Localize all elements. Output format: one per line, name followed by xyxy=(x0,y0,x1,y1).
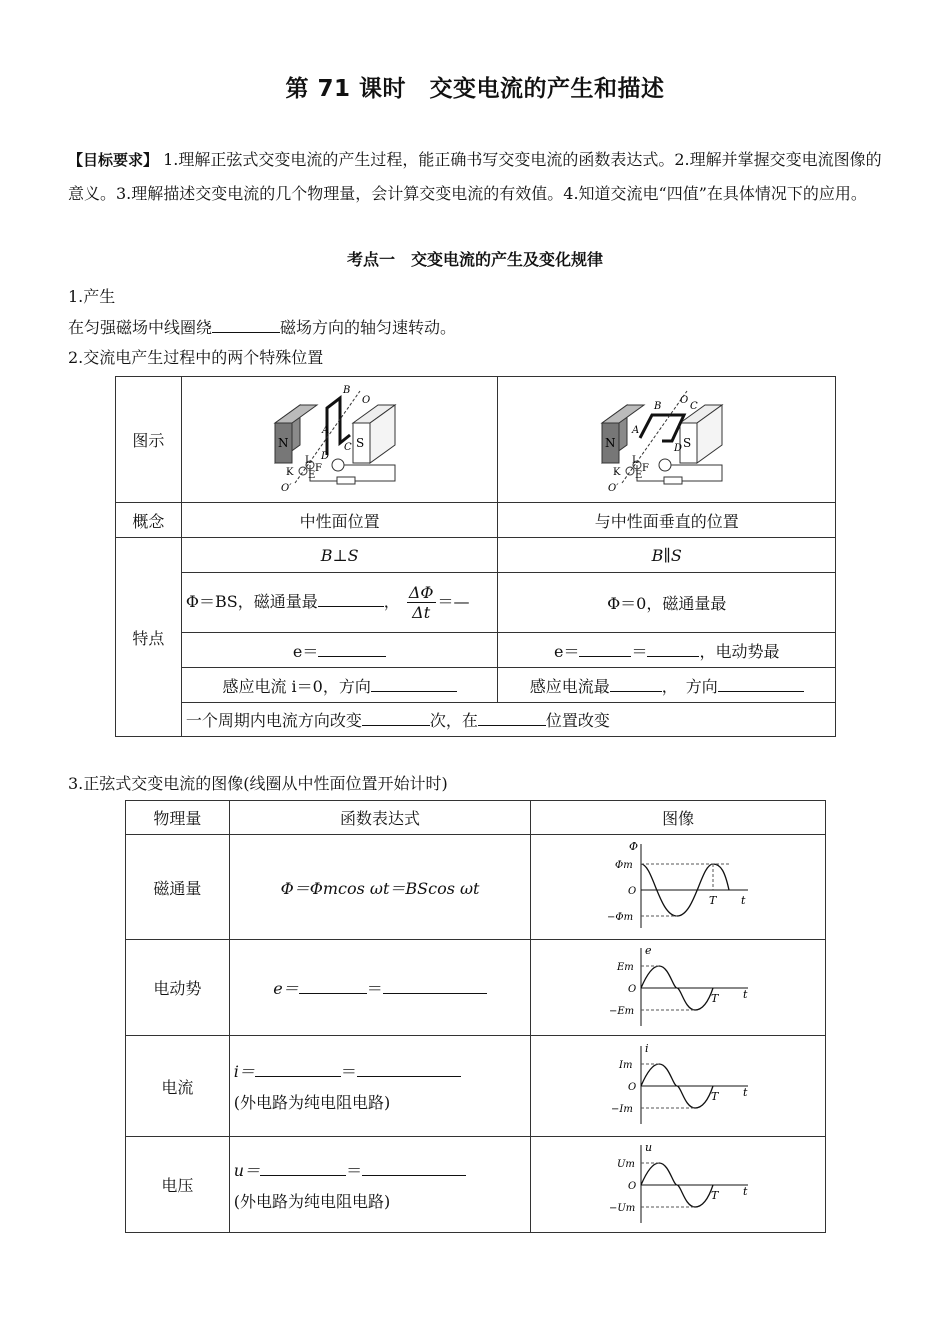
p2-heading: 2.交流电产生过程中的两个特殊位置 xyxy=(68,348,324,367)
figure-neutral xyxy=(181,377,498,503)
blank[interactable] xyxy=(362,1159,466,1176)
blank[interactable] xyxy=(718,675,804,692)
emf-expr-a: e＝ xyxy=(273,979,299,998)
svg-text:t: t xyxy=(743,987,748,1001)
flux-expression-text: Φ＝Φmcos ωt＝BScos ωt xyxy=(280,878,480,898)
emf-expression xyxy=(229,940,531,1036)
period-a: 一个周期内电流方向改变 xyxy=(185,711,362,730)
svg-text:O′: O′ xyxy=(607,482,619,493)
svg-text:N: N xyxy=(604,435,616,450)
svg-text:B: B xyxy=(653,400,662,412)
svg-text:D: D xyxy=(673,442,682,454)
voltage-expr-a: u＝ xyxy=(233,1160,261,1180)
emf-name: 电动势 xyxy=(126,940,230,1036)
svg-text:i: i xyxy=(645,1042,649,1055)
special-positions-table xyxy=(115,376,836,737)
svg-text:Φm: Φm xyxy=(615,860,633,871)
svg-text:T: T xyxy=(711,1090,719,1103)
section-heading: 考点一 交变电流的产生及变化规律 xyxy=(346,250,603,269)
svg-text:S: S xyxy=(355,435,364,450)
page-title: 第 71 课时 交变电流的产生和描述 xyxy=(285,76,665,102)
b-right xyxy=(498,538,836,573)
b-right-text: B∥S xyxy=(651,545,682,565)
svg-text:Φ: Φ xyxy=(629,840,639,853)
svg-text:S: S xyxy=(682,435,691,450)
header-quantity: 物理量 xyxy=(126,801,230,835)
period-c: 位置改变 xyxy=(545,711,610,730)
current-graph xyxy=(603,1042,753,1126)
svg-text:F: F xyxy=(314,462,322,474)
flux-graph xyxy=(603,840,753,930)
svg-text:T: T xyxy=(711,1188,719,1202)
e-left-text: e＝ xyxy=(292,641,319,661)
voltage-graph xyxy=(603,1141,753,1225)
emf-graph xyxy=(603,944,753,1028)
i-right-b: ， 方向 xyxy=(661,676,718,696)
i-left xyxy=(181,668,498,703)
svg-text:C: C xyxy=(343,441,352,453)
svg-text:A: A xyxy=(321,424,329,436)
e-right-c: ，电动势最 xyxy=(699,641,780,661)
svg-text:−Em: −Em xyxy=(609,1005,635,1017)
emf-graph-cell xyxy=(531,940,826,1036)
flux-right-text: Φ＝0，磁通量最 xyxy=(607,594,727,613)
p1-heading: 1.产生 xyxy=(68,287,116,306)
svg-text:E: E xyxy=(634,469,643,481)
blank[interactable] xyxy=(318,590,384,607)
figure-perpendicular xyxy=(498,377,836,503)
voltage-expression xyxy=(229,1137,531,1233)
blank[interactable] xyxy=(371,675,457,692)
flux-right xyxy=(498,573,836,633)
blank[interactable] xyxy=(255,1060,341,1077)
e-left xyxy=(181,633,498,668)
fraction-denominator: Δt xyxy=(412,603,431,622)
i-left-text: 感应电流 i＝0，方向 xyxy=(222,676,371,696)
current-expression xyxy=(229,1036,531,1137)
header-expression: 函数表达式 xyxy=(229,801,531,835)
current-name: 电流 xyxy=(126,1036,230,1137)
svg-text:A: A xyxy=(631,424,639,436)
svg-text:−Φm: −Φm xyxy=(607,912,634,923)
svg-text:O: O xyxy=(361,394,370,406)
svg-text:O: O xyxy=(628,983,637,995)
e-right xyxy=(498,633,836,668)
current-note: (外电路为纯电阻电路) xyxy=(233,1093,391,1112)
blank[interactable] xyxy=(579,640,631,657)
svg-text:L: L xyxy=(631,454,639,466)
svg-text:O: O xyxy=(679,394,688,406)
svg-text:t: t xyxy=(743,1184,748,1198)
generator-figure-left xyxy=(265,383,415,493)
svg-text:K: K xyxy=(285,466,294,478)
b-left-text: B⊥S xyxy=(320,545,359,565)
voltage-note: (外电路为纯电阻电路) xyxy=(233,1191,391,1211)
blank[interactable] xyxy=(212,316,280,333)
svg-text:Um: Um xyxy=(617,1158,636,1170)
p1-text xyxy=(68,315,456,338)
blank[interactable] xyxy=(357,1060,461,1077)
blank[interactable] xyxy=(362,709,430,726)
goal-text: 1.理解正弦式交变电流的产生过程，能正确书写交变电流的函数表达式。2.理解并掌握交变电流图像的意义。3.理解描述交变电流的几个物理量，会计算交变电流的有效值。4.知道交流电“四值”在具体情况下的应用。 xyxy=(68,150,882,203)
svg-text:Im: Im xyxy=(619,1060,633,1071)
blank[interactable] xyxy=(299,977,367,994)
svg-text:−Im: −Im xyxy=(611,1104,633,1115)
flux-left-a: Φ＝BS，磁通量最 xyxy=(185,592,318,611)
voltage-expr-line xyxy=(234,1158,531,1181)
period-b: 次，在 xyxy=(429,711,478,730)
flux-left-b: ， xyxy=(383,592,400,611)
e-right-b: ＝ xyxy=(631,641,648,661)
p3-heading: 3.正弦式交变电流的图像(线圈从中性面位置开始计时) xyxy=(68,774,448,793)
i-right-a: 感应电流最 xyxy=(529,676,610,696)
flux-left xyxy=(181,573,498,633)
svg-text:u: u xyxy=(645,1140,653,1154)
goal-label: 【目标要求】 xyxy=(68,151,159,169)
voltage-expr-b: ＝ xyxy=(346,1160,363,1180)
e-right-a: e＝ xyxy=(553,641,580,661)
generator-figure-right xyxy=(592,383,742,493)
header-graph: 图像 xyxy=(531,801,826,835)
row-label-figure: 图示 xyxy=(116,377,182,503)
svg-text:T: T xyxy=(711,991,719,1005)
row-label-feature: 特点 xyxy=(116,538,182,737)
svg-text:O: O xyxy=(628,1082,637,1093)
svg-text:T: T xyxy=(709,894,717,907)
current-expr-a: i＝ xyxy=(233,1062,255,1081)
svg-text:D: D xyxy=(320,450,329,462)
current-expr-b: ＝ xyxy=(340,1062,357,1081)
b-left xyxy=(181,538,498,573)
blank[interactable] xyxy=(478,709,546,726)
svg-text:E: E xyxy=(307,469,315,481)
svg-text:e: e xyxy=(645,943,652,957)
voltage-graph-cell xyxy=(531,1137,826,1233)
svg-text:O′: O′ xyxy=(280,482,292,493)
svg-text:F: F xyxy=(641,462,649,474)
p1-text-a: 在匀强磁场中线圈绕 xyxy=(68,318,213,337)
fraction-numerator: ΔΦ xyxy=(408,583,434,602)
sine-graph-table xyxy=(125,800,826,1233)
concept-right: 与中性面垂直的位置 xyxy=(498,503,836,538)
flux-graph-cell xyxy=(531,835,826,940)
period-row xyxy=(181,703,835,737)
svg-text:C: C xyxy=(689,400,698,412)
svg-text:L: L xyxy=(304,454,312,466)
flux-fraction xyxy=(407,583,436,622)
p1-text-b: 磁场方向的轴匀速转动。 xyxy=(280,318,457,337)
svg-text:Em: Em xyxy=(617,961,634,973)
current-expr-line xyxy=(234,1059,531,1082)
flux-left-c: ＝— xyxy=(437,592,470,611)
svg-text:O: O xyxy=(628,1180,637,1192)
flux-name: 磁通量 xyxy=(126,835,230,940)
current-graph-cell xyxy=(531,1036,826,1137)
svg-text:K: K xyxy=(612,466,621,478)
blank[interactable] xyxy=(647,640,699,657)
blank[interactable] xyxy=(318,640,386,657)
svg-text:B: B xyxy=(342,384,351,396)
voltage-name: 电压 xyxy=(126,1137,230,1233)
concept-left: 中性面位置 xyxy=(181,503,498,538)
blank[interactable] xyxy=(260,1159,346,1176)
svg-text:t: t xyxy=(743,1086,748,1099)
emf-expr-b: ＝ xyxy=(366,979,383,998)
blank[interactable] xyxy=(610,675,662,692)
row-label-concept: 概念 xyxy=(116,503,182,538)
svg-text:−Um: −Um xyxy=(609,1202,636,1214)
i-right xyxy=(498,668,836,703)
svg-text:N: N xyxy=(277,435,289,450)
svg-text:O: O xyxy=(628,886,637,897)
flux-expression xyxy=(229,835,531,940)
svg-text:t: t xyxy=(741,894,746,907)
blank[interactable] xyxy=(383,977,487,994)
goal-paragraph xyxy=(68,143,883,210)
